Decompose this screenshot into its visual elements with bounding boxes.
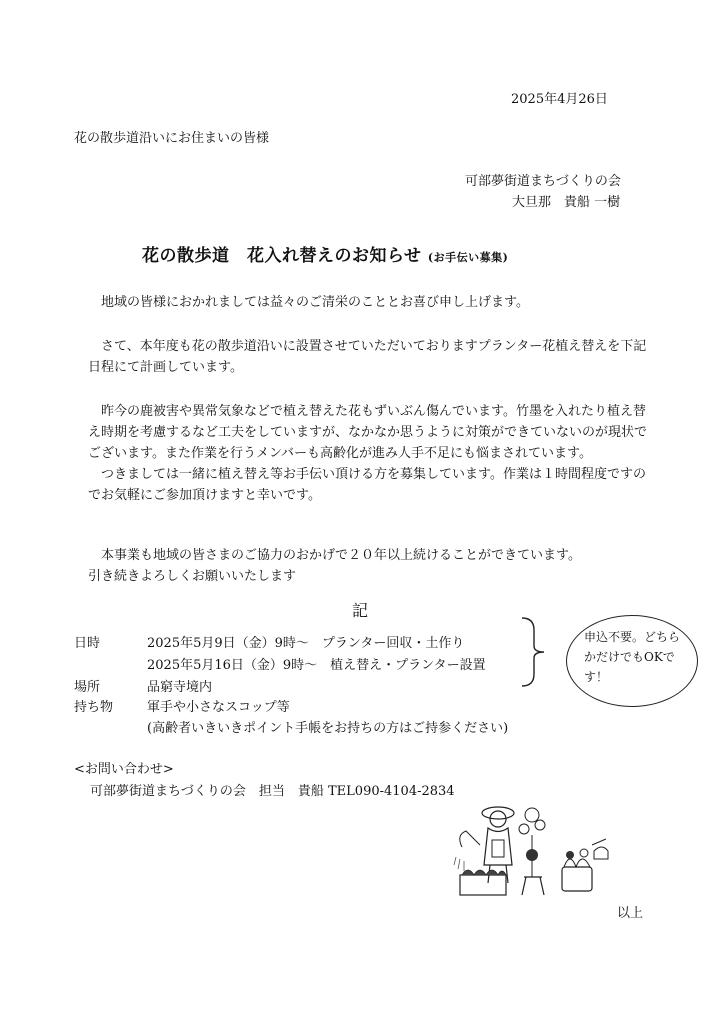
recruit-text: つきましては一緒に植え替え等お手伝い頂ける方を募集しています。作業は１時間程度ですのでお気軽にご参加頂けますと幸いです。 xyxy=(88,467,646,503)
situation-text: 昨今の鹿被害や異常気象などで植え替えた花もずいぶん傷んでいます。竹墨を入れたり植え替え時期を考慮するなど工夫をしていますが、なかなか思うように対策ができていないのが現状でございます。また作業を行うメンバーも高齢化が進み人手不足にも悩まされています。 xyxy=(88,404,648,461)
recipient-line: 花の散歩道沿いにお住まいの皆様 xyxy=(74,131,270,146)
situation-paragraph xyxy=(88,401,648,506)
date-label: 日時 xyxy=(74,636,101,651)
title-sub: (お手伝い募集) xyxy=(427,251,509,264)
title-main: 花の散歩道 花入れ替えのお知らせ xyxy=(142,246,422,266)
items-value: 軍手や小さなスコップ等 xyxy=(147,700,290,715)
plan-paragraph xyxy=(88,336,648,378)
items-label: 持ち物 xyxy=(74,700,114,715)
regards-text: 引き続きよろしくお願いいたします xyxy=(88,569,297,584)
greeting-text: 地域の皆様におかれましては益々のご清栄のこととお喜び申し上げます。 xyxy=(101,295,529,310)
right-brace-icon xyxy=(520,616,550,688)
greeting-paragraph xyxy=(88,292,648,313)
ki-heading: 記 xyxy=(352,601,369,620)
items-note: (高齢者いきいきポイント手帳をお持ちの方はご持参ください) xyxy=(147,721,509,736)
sender-organization: 可部夢街道まちづくりの会 xyxy=(465,174,621,189)
schedule-date-1: 2025年5月9日（金）9時～ プランター回収・土作り xyxy=(147,636,465,651)
note-text: 申込不要。どちらかだけでもOKです！ xyxy=(584,630,681,684)
document-date: 2025年4月26日 xyxy=(511,92,608,107)
sender-representative: 大旦那 貴船 一樹 xyxy=(512,195,621,210)
plan-text: さて、本年度も花の散歩道沿いに設置させていただいておりますプランター花植え替えを下記日程にて計画しています。 xyxy=(88,339,647,375)
closing-word: 以上 xyxy=(617,906,644,921)
thanks-paragraph xyxy=(88,545,648,587)
contact-heading: <お問い合わせ> xyxy=(74,762,174,777)
thanks-text: 本事業も地域の皆さまのご協力のおかげで２０年以上続けることができています。 xyxy=(101,548,581,563)
document-title xyxy=(142,241,508,266)
schedule-date-2: 2025年5月16日（金）9時～ 植え替え・プランター設置 xyxy=(147,658,486,673)
contact-line: 可部夢街道まちづくりの会 担当 貴船 TEL090-4104-2834 xyxy=(90,784,455,799)
place-value: 品窮寺境内 xyxy=(147,680,213,695)
place-label: 場所 xyxy=(74,680,101,695)
gardening-illustration xyxy=(452,795,612,905)
